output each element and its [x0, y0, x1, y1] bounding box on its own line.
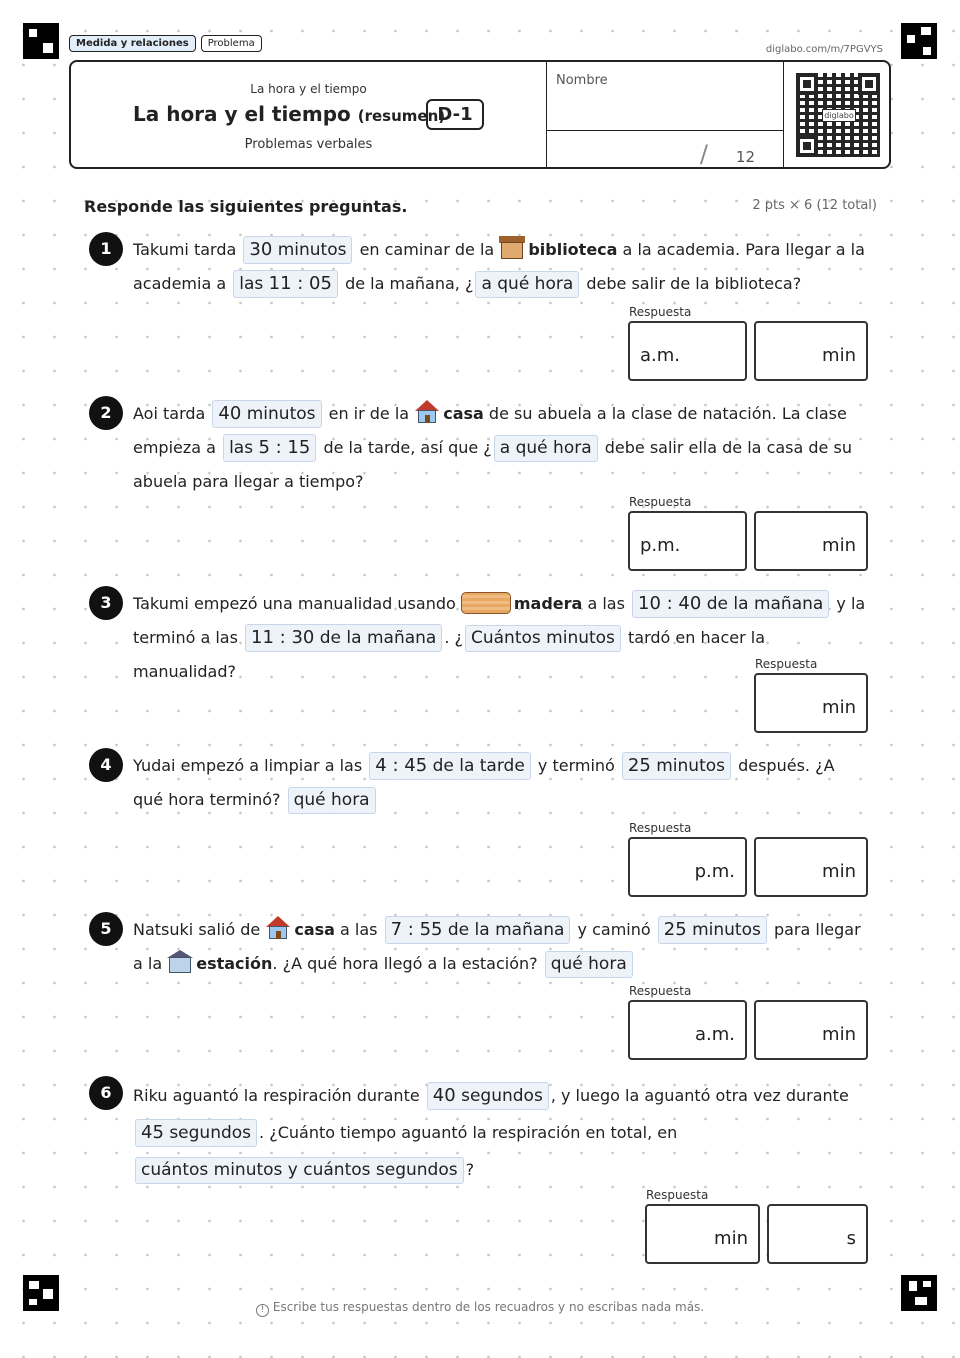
answer-box-min[interactable]: min [754, 837, 868, 897]
score-total: 12 [735, 148, 755, 166]
footer-note [0, 1300, 960, 1317]
answer-box-sec[interactable]: s [767, 1204, 868, 1264]
worksheet-header [69, 60, 891, 169]
highlight-duration: 30 minutos [243, 236, 352, 264]
house-icon [265, 916, 291, 940]
question-number: 3 [89, 586, 123, 620]
station-icon [167, 950, 193, 974]
corner-marker-top-left [23, 23, 59, 59]
answer-box-min[interactable]: min [754, 1000, 868, 1060]
keyword-house: casa [294, 920, 335, 939]
answer-box-ampm[interactable]: p.m. [628, 511, 747, 571]
highlight-question: qué hora [545, 951, 633, 978]
type-tag: Problema [201, 35, 262, 52]
highlight-question: a qué hora [475, 271, 579, 298]
question-text: Yudai empezó a limpiar a las 4 : 45 de la tarde y terminó 25 minutos después. ¿A qué hora terminó? qué hora [133, 749, 868, 817]
question-text: Natsuki salió de casa a las 7 : 55 de la mañana y caminó 25 minutos para llegar a la estación. ¿A qué hora llegó a la estación? qué hora [133, 913, 868, 981]
tag-group [69, 35, 262, 52]
highlight-time: las 5 : 15 [223, 434, 316, 462]
answer-box-min[interactable]: min [754, 321, 868, 381]
highlight-question: qué hora [288, 787, 376, 814]
highlight-end-time: 11 : 30 de la mañana [245, 624, 442, 652]
score-field [700, 140, 755, 168]
highlight-duration: 25 minutos [658, 916, 767, 944]
highlight-start-time: 10 : 40 de la mañana [632, 590, 829, 618]
house-icon [414, 400, 440, 424]
name-field[interactable] [546, 62, 783, 167]
worksheet-kind: Problemas verbales [244, 137, 373, 152]
highlight-duration-2: 45 segundos [135, 1119, 257, 1147]
worksheet-url[interactable]: diglabo.com/m/7PGVYS [765, 44, 883, 55]
score-slash: / [699, 140, 708, 168]
qr-code[interactable] [796, 73, 880, 157]
highlight-question: a qué hora [494, 435, 598, 462]
page-title [133, 102, 445, 126]
answer-box-ampm[interactable]: a.m. [628, 321, 747, 381]
answer-box-min[interactable]: min [754, 511, 868, 571]
highlight-question: Cuántos minutos [465, 625, 621, 652]
highlight-question: cuántos minutos y cuántos segundos [135, 1157, 464, 1184]
info-icon: ! [256, 1304, 269, 1317]
answer-label: Respuesta [629, 495, 692, 509]
keyword-wood: madera [513, 594, 583, 613]
answer-box-ampm[interactable]: a.m. [628, 1000, 747, 1060]
qr-area [783, 62, 891, 167]
keyword-library: biblioteca [528, 240, 618, 259]
question-number: 1 [89, 232, 123, 266]
highlight-start-time: 7 : 55 de la mañana [385, 916, 571, 944]
wood-icon [461, 592, 511, 614]
keyword-house: casa [443, 404, 484, 423]
answer-label: Respuesta [755, 657, 818, 671]
question-number: 4 [89, 748, 123, 782]
highlight-duration-1: 40 segundos [427, 1082, 549, 1110]
unit-subtitle: La hora y el tiempo [250, 82, 367, 96]
highlight-duration: 40 minutos [212, 400, 321, 428]
qr-logo: diglabo [822, 109, 856, 122]
keyword-station: estación [196, 954, 273, 973]
name-label: Nombre [556, 73, 608, 88]
page-title-suffix: (resumen) [357, 107, 446, 125]
page-title-text: La hora y el tiempo [133, 102, 351, 126]
title-block [71, 62, 546, 167]
question-text: Takumi tarda 30 minutos en caminar de la biblioteca a la academia. Para llegar a la academia a las 11 : 05 de la mañana, ¿ a qué hora debe salir de la biblioteca? [133, 233, 868, 301]
question-number: 5 [89, 912, 123, 946]
answer-label: Respuesta [629, 821, 692, 835]
worksheet-code: D-1 [426, 99, 484, 130]
question-text: Aoi tarda 40 minutos en ir de la casa de su abuela a la clase de natación. La clase empieza a las 5 : 15 de la tarde, así que ¿ a qué hora debe salir ella de la casa de su abuela para llegar a tiempo? [133, 397, 868, 499]
question-text: Riku aguantó la respiración durante 40 segundos , y luego la aguantó otra vez durante 45 segundos . ¿Cuánto tiempo aguantó la respiración en total, en cuántos minutos y cuántos segundos ? [133, 1077, 868, 1188]
highlight-start-time: 4 : 45 de la tarde [369, 752, 531, 780]
category-tag: Medida y relaciones [69, 35, 196, 52]
answer-label: Respuesta [629, 984, 692, 998]
question-number: 2 [89, 396, 123, 430]
highlight-time: las 11 : 05 [233, 270, 338, 298]
answer-label: Respuesta [646, 1188, 709, 1202]
library-icon [499, 236, 525, 260]
corner-marker-top-right [901, 23, 937, 59]
answer-box-min[interactable]: min [645, 1204, 760, 1264]
points-info: 2 pts × 6 (12 total) [752, 198, 877, 213]
answer-label: Respuesta [629, 305, 692, 319]
question-number: 6 [89, 1076, 123, 1110]
answer-box-ampm[interactable]: p.m. [628, 837, 747, 897]
answer-box-min[interactable]: min [754, 673, 868, 733]
question-text: Takumi empezó una manualidad usando madera a las 10 : 40 de la mañana y la terminó a las 11 : 30 de la mañana . ¿ Cuántos minutos tardó en hacer la manualidad? [133, 587, 868, 689]
footer-text: Escribe tus respuestas dentro de los recuadros y no escribas nada más. [272, 1300, 705, 1314]
name-divider [547, 130, 783, 131]
instructions: Responde las siguientes preguntas. [84, 197, 408, 216]
highlight-duration: 25 minutos [622, 752, 731, 780]
